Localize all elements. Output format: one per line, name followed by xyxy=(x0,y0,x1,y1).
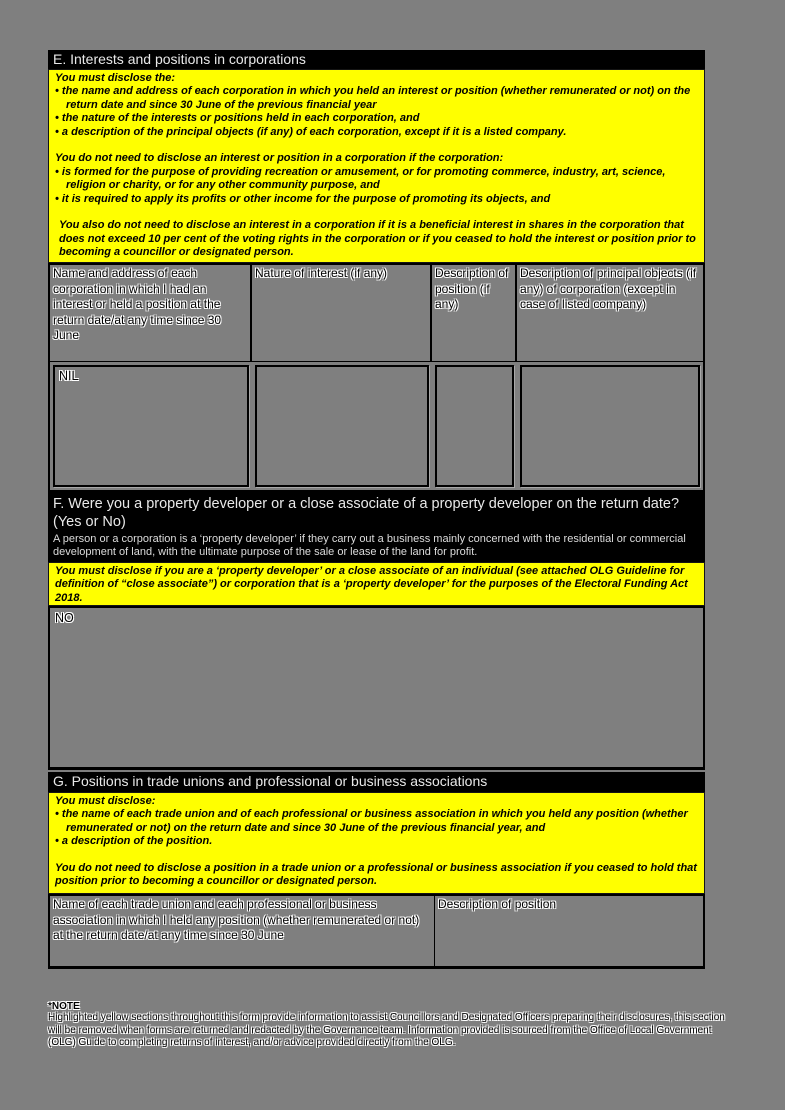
form-content xyxy=(48,50,725,1050)
instruction-text: You must disclose if you are a ‘property developer’ or a close associate of an individual (see xyxy=(55,565,542,577)
instruction-bullet: • a description of the principal objects (if any) of each corporation, except if it is a listed company. xyxy=(55,126,698,139)
instruction-bold-text: attached OLG Guideline xyxy=(541,565,667,577)
instruction-intro: You must disclose: xyxy=(55,795,156,807)
instruction-paragraph: You also do not need to disclose an interest in a corporation if it is a beneficial interest in shares in the corporation that does not exceed 10 per cent of the voting rights in the corporation or if you ceased to hold the interest or position prior to becoming a councillor or designated person. xyxy=(59,219,696,259)
instruction-bullet: • the name and address of each corporation in which you held an interest or position (whether remunerated or not) on the return date and since 30 June of the previous financial year xyxy=(55,85,698,112)
principal-objects-field[interactable] xyxy=(520,365,700,487)
instruction-intro: You must disclose the: xyxy=(55,72,176,84)
corporation-name-field[interactable]: NIL xyxy=(53,365,249,487)
instruction-paragraph: You do not need to disclose a position in a trade union or a professional or business association if you ceased to hold that position prior to becoming a councillor or designated person. xyxy=(55,862,697,888)
property-developer-answer-field[interactable]: NO xyxy=(48,606,705,770)
corporations-table xyxy=(48,263,705,493)
instruction-bullet: • a description of the position. xyxy=(55,835,698,848)
section-g-header xyxy=(48,772,705,792)
instruction-list xyxy=(55,85,698,139)
section-e-instructions xyxy=(48,69,705,263)
instruction-bullet: • it is required to apply its profits or other income for the purpose of promoting its objects, and xyxy=(55,193,698,206)
spacer xyxy=(55,849,698,862)
section-f-header xyxy=(48,493,705,562)
instruction-text: for definition of “close associate”) or corporation that is a ‘property developer’ for the purposes of the Electoral Funding Act 2018. xyxy=(55,565,688,604)
section-e-title: E. Interests and positions in corporations xyxy=(53,51,306,67)
column-header-principal-objects: Description of principal objects (if any) of corporation (except in case of listed company) xyxy=(517,265,703,362)
column-header-trade-union-name: Name of each trade union and each professional or business association in which I held any position (whether remunerated or not) at the return date/at any time since 30 June xyxy=(50,896,435,966)
instruction-list xyxy=(55,166,698,206)
table-row xyxy=(517,362,703,490)
trade-unions-table xyxy=(48,894,705,969)
instruction-bullet: • the name of each trade union and of each professional or business association in which you held any position (whether remunerated or not) on the return date and since 30 June of the previous financial year, and xyxy=(55,808,698,835)
section-f-instructions xyxy=(48,562,705,606)
section-g-instructions xyxy=(48,792,705,894)
note-label: *NOTE xyxy=(48,1001,80,1012)
table-row xyxy=(432,362,517,490)
note-text: Highlighted yellow sections throughout this form provide information to assist Councillors and Designated Officers preparing their disclosures, this section will be removed when forms are returned and redacted by the Governance team. Information provided is sourced from the Office of Local Government (OLG) Guide to completing returns of interest, and/or advice provided directly from the OLG. xyxy=(48,1012,725,1049)
section-f-title: F. Were you a property developer or a close associate of a property developer on the return date? (Yes or No) xyxy=(53,496,680,530)
spacer xyxy=(55,206,698,219)
column-header-corporation-name: Name and address of each corporation in which I had an interest or held a position at the return date/at any time since 30 June xyxy=(50,265,252,362)
section-f-subtitle: A person or a corporation is a ‘property developer’ if they carry out a business mainly concerned with the residential or commercial development of land, with the ultimate purpose of the sale or lease of the land for profit. xyxy=(53,533,686,558)
instruction-bullet: • the nature of the interests or positions held in each corporation, and xyxy=(55,112,698,125)
table-row xyxy=(50,362,252,490)
section-g-title: G. Positions in trade unions and professional or business associations xyxy=(53,773,488,789)
instruction-bullet: • is formed for the purpose of providing recreation or amusement, or for promoting commerce, industry, art, science, religion or charity, or for any other community purpose, and xyxy=(55,166,698,193)
footer-note xyxy=(48,1001,726,1050)
column-header-position-description: Description of position xyxy=(438,897,557,911)
instruction-paragraph: You do not need to disclose an interest or position in a corporation if the corporation: xyxy=(55,152,504,165)
spacer xyxy=(55,139,698,152)
description-of-position-field[interactable] xyxy=(435,365,514,487)
nature-of-interest-field[interactable] xyxy=(255,365,429,487)
instruction-list xyxy=(55,808,698,848)
column-header-nature-of-interest: Nature of interest (if any) xyxy=(252,265,432,362)
column-header-description-of-position: Description of position (if any) xyxy=(432,265,517,362)
section-e-header xyxy=(48,50,705,69)
table-row xyxy=(252,362,432,490)
